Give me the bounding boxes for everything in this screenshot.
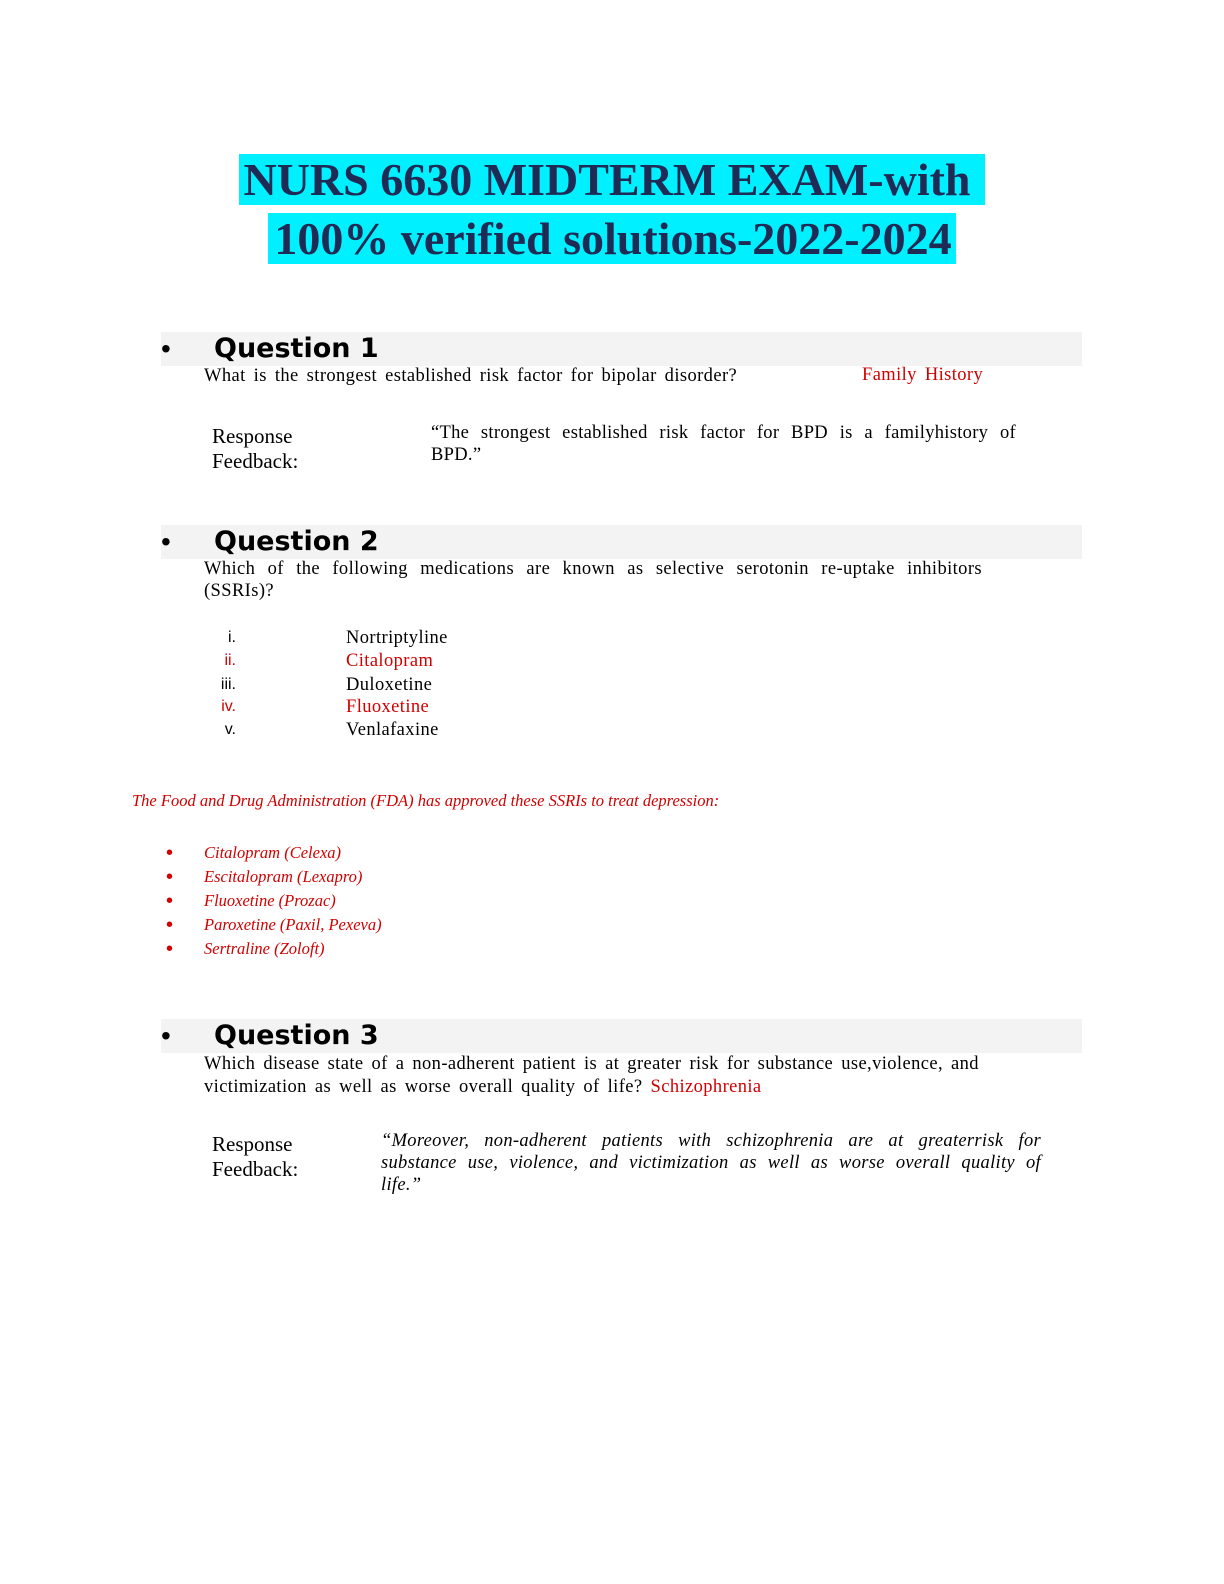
- question-2-header: [161, 525, 1082, 559]
- document-title-line-2: 100% verified solutions-2022-2024: [0, 210, 1224, 268]
- question-3-heading: Question 3: [214, 1020, 379, 1051]
- question-3-answer: Schizophrenia: [650, 1077, 762, 1097]
- bullet-icon: •: [166, 890, 174, 912]
- document-title-line-1: NURS 6630 MIDTERM EXAM-with: [0, 151, 1224, 209]
- bullet-icon: •: [166, 938, 174, 960]
- question-3-text-line-1: Which disease state of a non-adherent patient is at greater risk for substance use,violence, and: [204, 1054, 979, 1074]
- question-2-text: Which of the following medications are known as selective serotonin re-uptake inhibitors (SSRIs)?: [204, 559, 982, 601]
- question-1-feedback-label: Response Feedback:: [212, 424, 299, 473]
- question-1-feedback-text: “The strongest established risk factor for BPD is a familyhistory of BPD.”: [431, 423, 1016, 465]
- question-1-heading: Question 1: [214, 333, 379, 364]
- bullet-icon: •: [161, 333, 171, 364]
- question-1-header: [161, 332, 1082, 366]
- question-1-answer: Family History: [862, 365, 984, 385]
- fda-approval-note: The Food and Drug Administration (FDA) has approved these SSRIs to treat depression:: [132, 791, 720, 810]
- question-3-feedback-label: Response Feedback:: [212, 1132, 299, 1181]
- bullet-icon: •: [161, 1020, 171, 1051]
- question-3-header: [161, 1019, 1082, 1053]
- question-3-feedback-text: “Moreover, non-adherent patients with schizophrenia are at greaterrisk for substance use, violence, and victimization as well as worse overall quality of life.”: [381, 1131, 1041, 1195]
- question-3-text-line-2: victimization as well as worse overall quality of life? Schizophrenia: [204, 1077, 762, 1097]
- bullet-icon: •: [161, 526, 171, 557]
- question-1-text: What is the strongest established risk factor for bipolar disorder?: [204, 366, 738, 386]
- bullet-icon: •: [166, 842, 174, 864]
- question-2-heading: Question 2: [214, 526, 379, 557]
- bullet-icon: •: [166, 914, 174, 936]
- bullet-icon: •: [166, 866, 174, 888]
